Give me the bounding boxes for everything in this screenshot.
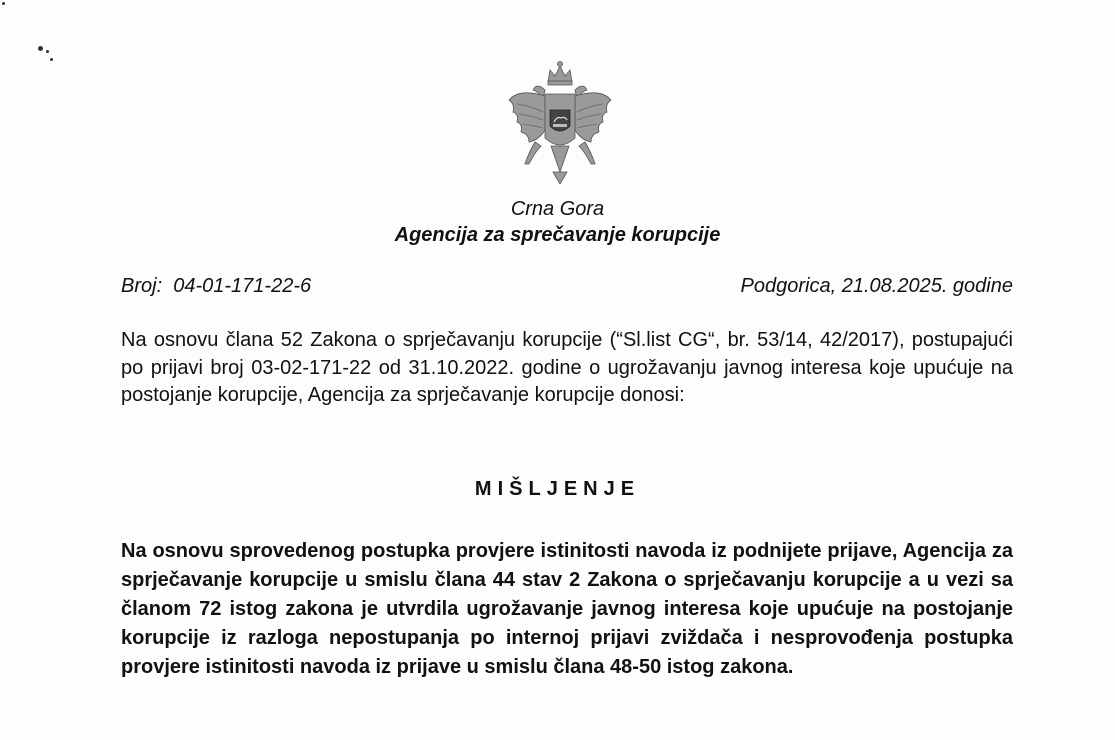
agency-name: Agencija za sprečavanje korupcije: [394, 224, 721, 246]
scan-speck: [46, 50, 49, 53]
intro-paragraph: Na osnovu člana 52 Zakona o sprječavanju korupcije (“Sl.list CG“, br. 53/14, 42/2017), postupajući po prijavi broj 03-02-171-22 od 31.10.2022. godine o ugrožavanju javnog interesa koje upućuje na postojanje korupcije, Agencija za sprječavanje korupcije donosi:: [121, 329, 1013, 406]
scan-speck: [38, 46, 43, 51]
document-number: Broj: 04-01-171-22-6: [121, 275, 312, 297]
country-name: Crna Gora: [510, 198, 605, 220]
opinion-heading: MIŠLJENJE: [474, 478, 641, 500]
scan-speck: [50, 58, 53, 61]
montenegro-coat-of-arms-icon: [505, 60, 615, 188]
opinion-paragraph: Na osnovu sprovedenog postupka provjere istinitosti navoda iz podnijete prijave, Agencija za sprječavanje korupcije u smislu člana 44 stav 2 Zakona o sprječavanju korupcije a u vezi sa članom 72 istog zakona je utvrdila ugrožavanje javnog interesa koje upućuje na postojanje korupcije iz razloga nepostupanja po internoj prijavi zviždača i nesprovođenja postupka provjere istinitosti navoda iz prijave u smislu člana 48-50 istog zakona.: [121, 540, 1013, 678]
scan-speck: [2, 2, 5, 5]
place-and-date: Podgorica, 21.08.2025. godine: [740, 275, 1013, 297]
